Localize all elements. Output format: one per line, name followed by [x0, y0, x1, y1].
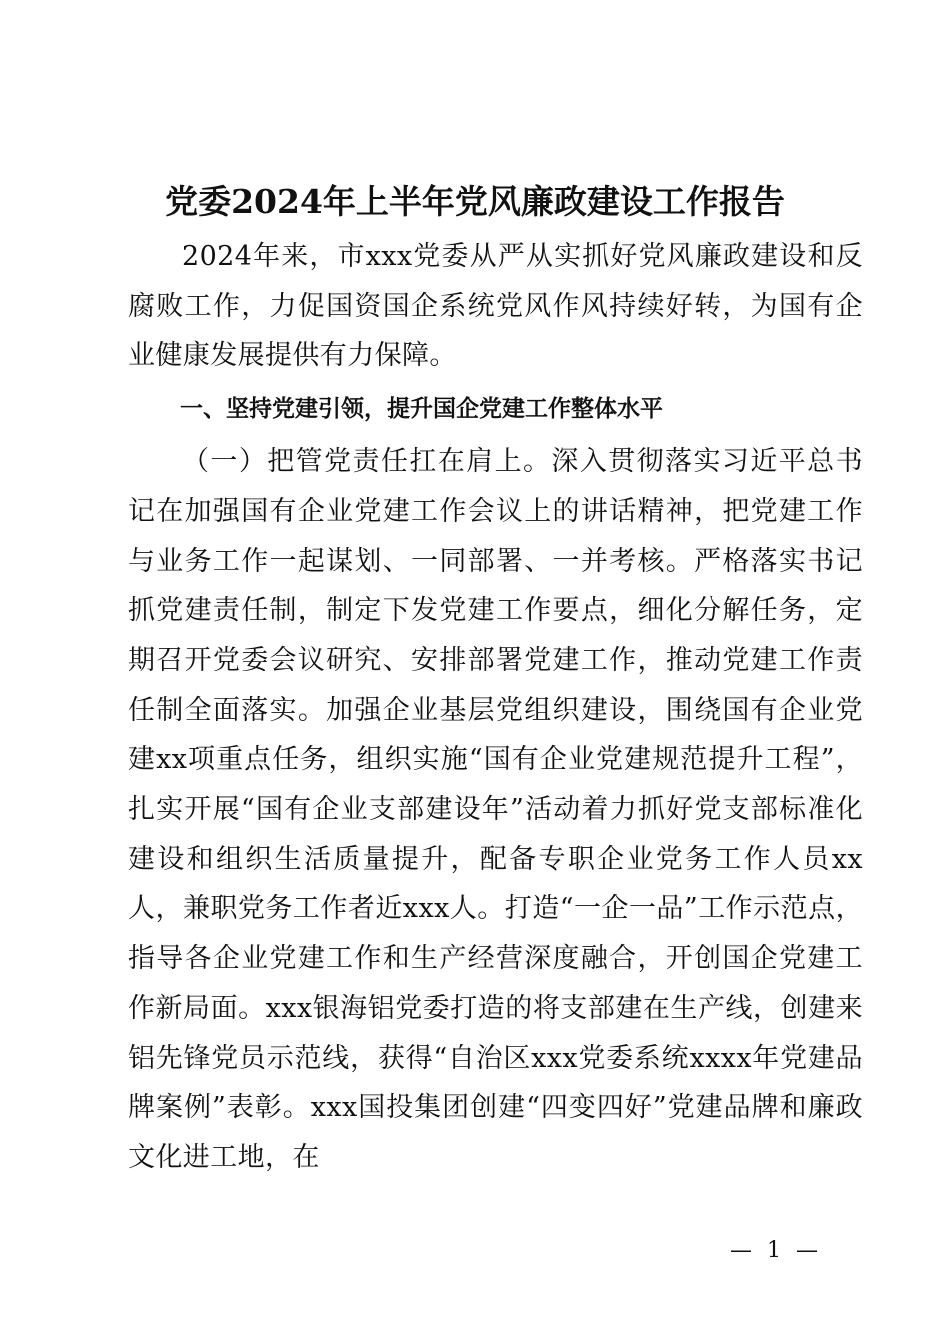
intro-paragraph: 2024年来，市xxx党委从严从实抓好党风廉政建设和反腐败工作，力促国资国企系统党风作风持续好转，为国有企业健康发展提供有力保障。 — [128, 241, 863, 372]
section-heading: 一、坚持党建引领，提升国企党建工作整体水平 — [180, 396, 663, 423]
page-number: — 1 — — [730, 1238, 822, 1263]
document-title: 党委2024年上半年党风廉政建设工作报告 — [165, 182, 785, 221]
body-paragraph: （一）把管党责任扛在肩上。深入贯彻落实习近平总书记在加强国有企业党建工作会议上的讲话精神，把党建工作与业务工作一起谋划、一同部署、一并考核。严格落实书记抓党建责任制，制定下发党建工作要点，细化分解任务，定期召开党委会议研究、安排部署党建工作，推动党建工作责任制全面落实。加强企业基层党组织建设，围绕国有企业党建xx项重点任务，组织实施“国有企业党建规范提升工程”，扎实开展“国有企业支部建设年”活动着力抓好党支部标准化建设和组织生活质量提升，配备专职企业党务工作人员xx人，兼职党务工作者近xxx人。打造“一企一品”工作示范点，指导各企业党建工作和生产经营深度融合，开创国企党建工作新局面。xxx银海铝党委打造的将支部建在生产线，创建来铝先锋党员示范线，获得“自治区xxx党委系统xxxx年党建品牌案例”表彰。xxx国投集团创建“四变四好”党建品牌和廉政文化进工地，在 — [128, 446, 863, 1173]
document-body — [128, 232, 863, 1183]
